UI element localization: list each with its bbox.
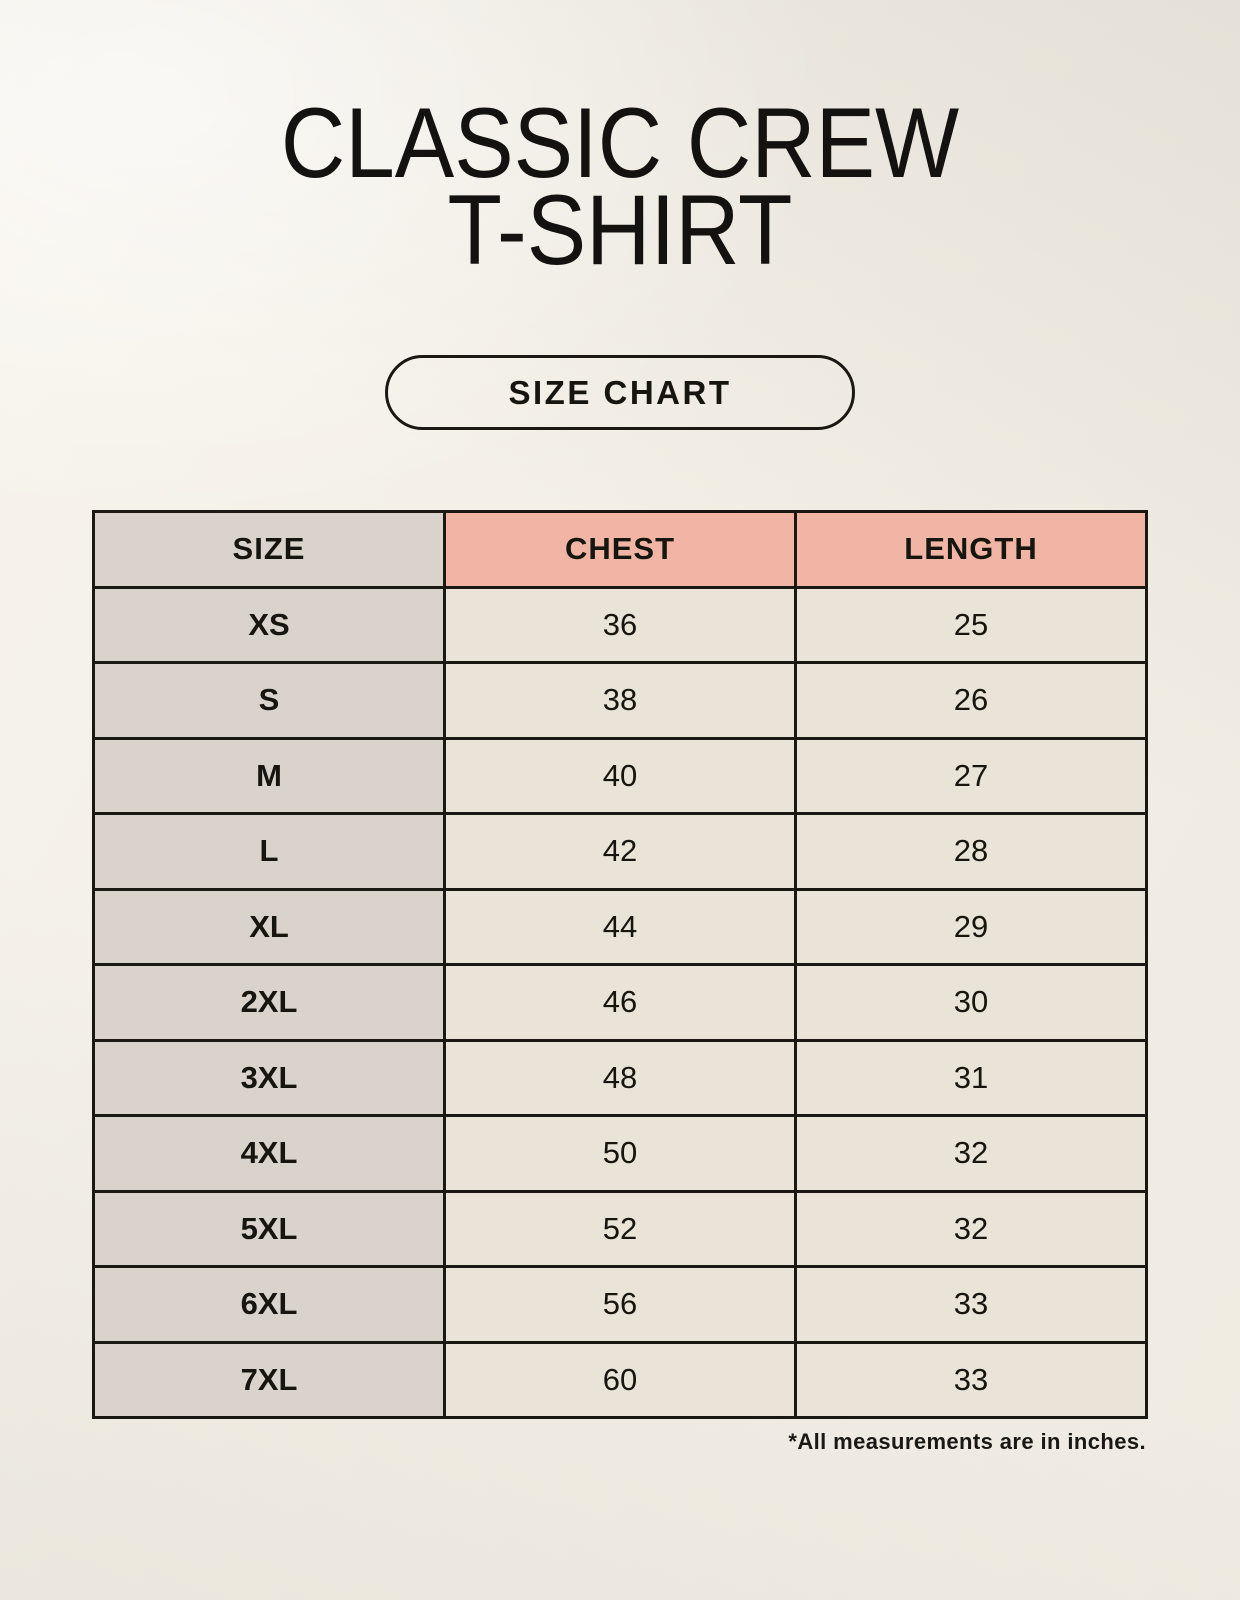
measurements-note: *All measurements are in inches. [788,1429,1146,1455]
size-table [92,510,1148,1419]
size-cell: XL [94,889,445,965]
chest-cell: 50 [445,1116,796,1192]
chest-cell: 60 [445,1342,796,1418]
chest-cell: 46 [445,965,796,1041]
page-title-line-2: T-SHIRT [447,174,793,286]
column-header-length: LENGTH [796,512,1147,588]
column-header-chest: CHEST [445,512,796,588]
size-cell: 6XL [94,1267,445,1343]
table-header-row [94,512,1147,588]
table-row-3xl [94,1040,1147,1116]
chest-cell: 36 [445,587,796,663]
length-cell: 30 [796,965,1147,1041]
length-cell: 32 [796,1116,1147,1192]
table-row-xl [94,889,1147,965]
size-table-container [92,510,1148,1455]
length-cell: 25 [796,587,1147,663]
length-cell: 28 [796,814,1147,890]
chest-cell: 38 [445,663,796,739]
length-cell: 31 [796,1040,1147,1116]
length-cell: 29 [796,889,1147,965]
table-row-l [94,814,1147,890]
size-cell: S [94,663,445,739]
table-row-5xl [94,1191,1147,1267]
size-cell: L [94,814,445,890]
table-row-s [94,663,1147,739]
size-cell: 4XL [94,1116,445,1192]
size-cell: XS [94,587,445,663]
chest-cell: 44 [445,889,796,965]
page-title-line-1: CLASSIC CREW [280,87,960,198]
length-cell: 33 [796,1342,1147,1418]
length-cell: 27 [796,738,1147,814]
size-cell: 3XL [94,1040,445,1116]
length-cell: 32 [796,1191,1147,1267]
table-row-7xl [94,1342,1147,1418]
length-cell: 26 [796,663,1147,739]
page-title [62,0,1178,286]
table-row-4xl [94,1116,1147,1192]
size-cell: M [94,738,445,814]
size-chart-badge-container [0,355,1240,430]
table-row-m [94,738,1147,814]
size-cell: 2XL [94,965,445,1041]
chest-cell: 52 [445,1191,796,1267]
size-cell: 7XL [94,1342,445,1418]
size-cell: 5XL [94,1191,445,1267]
size-chart-button[interactable]: SIZE CHART [385,355,855,430]
table-row-6xl [94,1267,1147,1343]
table-row-2xl [94,965,1147,1041]
column-header-size: SIZE [94,512,445,588]
length-cell: 33 [796,1267,1147,1343]
chest-cell: 42 [445,814,796,890]
chest-cell: 56 [445,1267,796,1343]
table-row-xs [94,587,1147,663]
chest-cell: 40 [445,738,796,814]
chest-cell: 48 [445,1040,796,1116]
